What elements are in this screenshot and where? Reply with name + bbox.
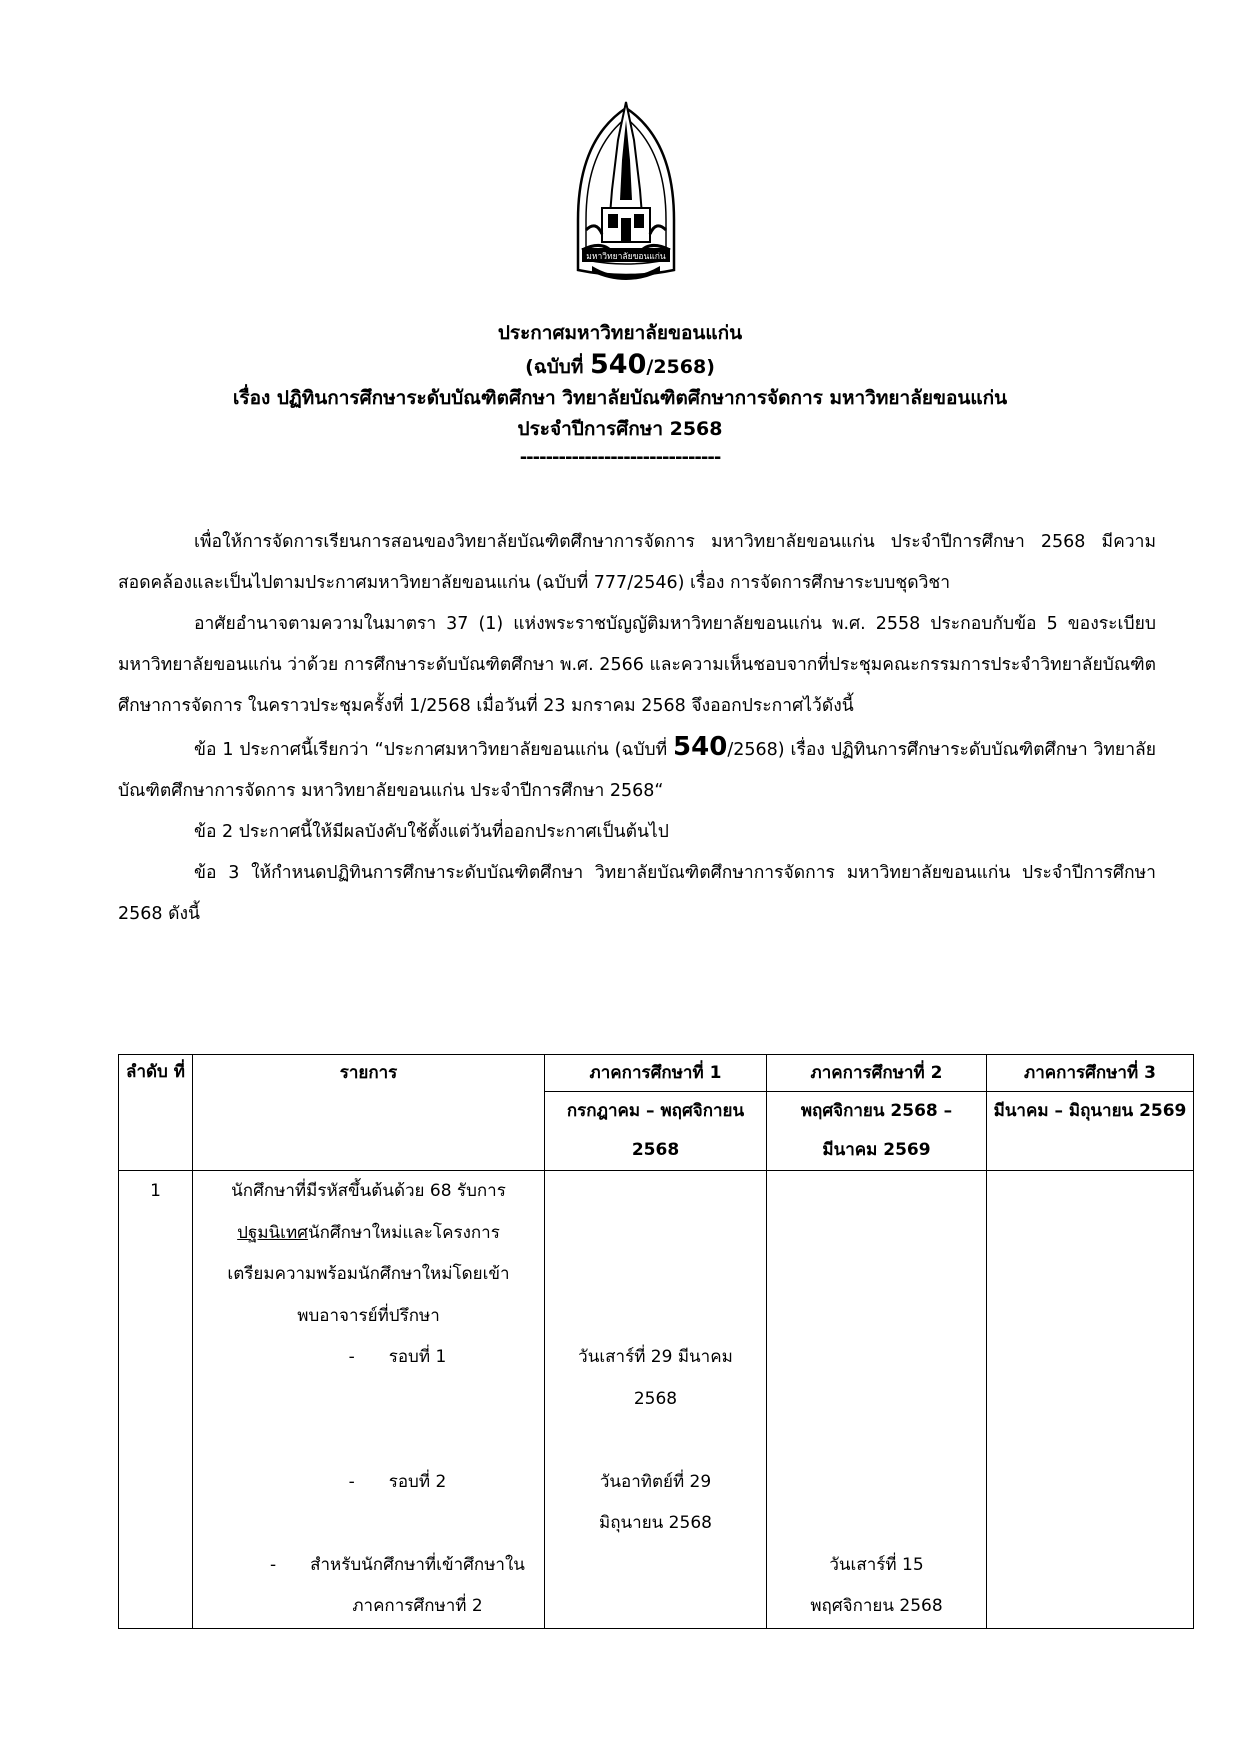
semester-2-orientation-date: วันเสาร์ที่ 15 พฤศจิกายน 2568 — [810, 1554, 943, 1616]
announcement-title: ประกาศมหาวิทยาลัยขอนแก่น — [497, 322, 743, 344]
separator-line: ------------------------------- — [519, 447, 721, 468]
table-row — [119, 1171, 1194, 1629]
paragraph-purpose: เพื่อให้การจัดการเรียนการสอนของวิทยาลัยบัณฑิตศึกษาการจัดการ มหาวิทยาลัยขอนแก่น ประจำปีการศึกษา 2568 มีความสอดคล้องและเป็นไปตามประกาศมหาวิทยาลัยขอนแก่น (ฉบับที่ 777/2546) เรื่อง การจัดการศึกษาระบบชุดวิชา — [118, 532, 1156, 593]
round-1-date: วันเสาร์ที่ 29 มีนาคม 2568 — [578, 1347, 733, 1409]
header-item: รายการ — [193, 1055, 545, 1171]
table-header-row — [119, 1055, 1194, 1092]
sub-item-round-2: - รอบที่ 2 — [348, 1471, 447, 1492]
semester-3-dates — [987, 1171, 1194, 1629]
semester-1-dates — [545, 1171, 767, 1629]
academic-year-line: ประจำปีการศึกษา 2568 — [517, 418, 723, 440]
announcement-subject: เรื่อง ปฏิทินการศึกษาระดับบัณฑิตศึกษา วิทยาลัยบัณฑิตศึกษาการจัดการ มหาวิทยาลัยขอนแก่น — [232, 387, 1008, 409]
header-semester-2: ภาคการศึกษาที่ 2 — [767, 1055, 987, 1092]
academic-calendar-table — [118, 1054, 1194, 1629]
paragraph-authority: อาศัยอำนาจตามความในมาตรา 37 (1) แห่งพระราชบัญญัติมหาวิทยาลัยขอนแก่น พ.ศ. 2558 ประกอบกับข้อ 5 ของระเบียบมหาวิทยาลัยขอนแก่น ว่าด้วย การศึกษาระดับบัณฑิตศึกษา พ.ศ. 2566 และความเห็นชอบจากที่ประชุมคณะกรรมการประจำวิทยาลัยบัณฑิตศึกษาการจัดการ ในคราวประชุมครั้งที่ 1/2568 เมื่อวันที่ 23 มกราคม 2568 จึงออกประกาศไว้ดังนี้ — [118, 614, 1156, 716]
header-semester-1: ภาคการศึกษาที่ 1 — [545, 1055, 767, 1092]
announcement-header — [120, 318, 1120, 469]
clause-1: ข้อ 1 ประกาศนี้เรียกว่า “ประกาศมหาวิทยาลัยขอนแก่น (ฉบับที่ 540/2568) เรื่อง ปฏิทินการศึกษาระดับบัณฑิตศึกษา วิทยาลัยบัณฑิตศึกษาการจัดการ มหาวิทยาลัยขอนแก่น ประจำปีการศึกษา 2568“ — [118, 732, 1156, 801]
clause-2: ข้อ 2 ประกาศนี้ให้มีผลบังคับใช้ตั้งแต่วันที่ออกประกาศเป็นต้นไป — [194, 822, 669, 842]
semester-2-range: พฤศจิกายน 2568 – มีนาคม 2569 — [767, 1092, 987, 1171]
announcement-body — [118, 522, 1156, 935]
orientation-underlined: ปฐมนิเทศ — [237, 1222, 308, 1243]
announcement-number: (ฉบับที่ 540/2568) — [525, 349, 715, 380]
semester-3-range: มีนาคม – มิถุนายน 2569 — [987, 1092, 1194, 1171]
clause-3: ข้อ 3 ให้กำหนดปฏิทินการศึกษาระดับบัณฑิตศึกษา วิทยาลัยบัณฑิตศึกษาการจัดการ มหาวิทยาลัยขอนแก่น ประจำปีการศึกษา 2568 ดังนี้ — [118, 863, 1156, 924]
svg-text:มหาวิทยาลัยขอนแก่น: มหาวิทยาลัยขอนแก่น — [586, 252, 666, 262]
semester-1-range: กรกฎาคม – พฤศจิกายน 2568 — [545, 1092, 767, 1171]
university-logo — [572, 100, 680, 288]
row-description: นักศึกษาที่มีรหัสขึ้นต้นด้วย 68 รับการ ปฐมนิเทศนักศึกษาใหม่และโครงการ เตรียมความพร้อมนักศึกษาใหม่โดยเข้า พบอาจารย์ที่ปรึกษา - รอบที่ 1 - รอบที่ 2 - สำหรับนักศึกษาที่เข้าศึกษาใน ภาคการศึกษาที่ 2 — [193, 1171, 545, 1629]
semester-2-dates — [767, 1171, 987, 1629]
issue-number: 540 — [590, 349, 647, 380]
header-no: ลำดับ ที่ — [119, 1055, 193, 1171]
header-semester-3: ภาคการศึกษาที่ 3 — [987, 1055, 1194, 1092]
row-number: 1 — [119, 1171, 193, 1629]
round-2-date: วันอาทิตย์ที่ 29 มิถุนายน 2568 — [599, 1471, 712, 1533]
sub-item-semester-2: - สำหรับนักศึกษาที่เข้าศึกษาใน — [269, 1554, 525, 1575]
sub-item-round-1: - รอบที่ 1 — [348, 1347, 447, 1367]
